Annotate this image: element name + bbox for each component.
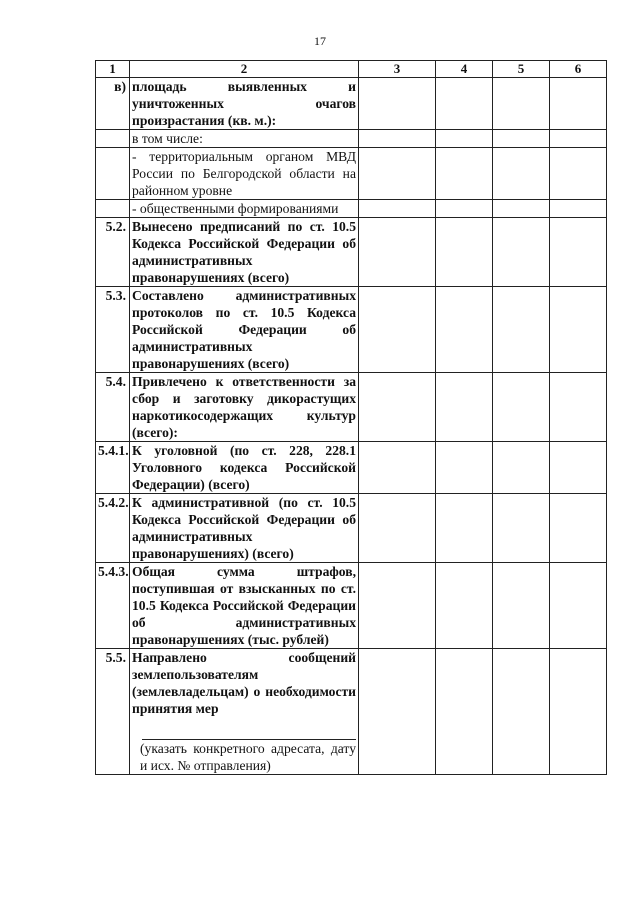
row-number: [96, 130, 130, 148]
cell-col-6: [550, 130, 607, 148]
header-col-4: 4: [436, 61, 493, 78]
table-row: [96, 78, 607, 130]
cell-col-5: [493, 494, 550, 563]
cell-col-6: [550, 148, 607, 200]
cell-col-4: [436, 563, 493, 649]
table-row: [96, 442, 607, 494]
row-number: 5.3.: [96, 287, 130, 373]
cell-col-6: [550, 78, 607, 130]
page-number: 17: [314, 34, 326, 48]
cell-col-4: [436, 200, 493, 218]
cell-col-5: [493, 200, 550, 218]
cell-col-4: [436, 78, 493, 130]
header-col-6: 6: [550, 61, 607, 78]
table-row: [96, 287, 607, 373]
cell-col-5: [493, 218, 550, 287]
row-number: 5.2.: [96, 218, 130, 287]
row-text: - общественными формированиями: [130, 200, 359, 218]
row-number: [96, 148, 130, 200]
cell-col-3: [359, 78, 436, 130]
cell-col-6: [550, 649, 607, 775]
table-row: [96, 200, 607, 218]
cell-col-4: [436, 130, 493, 148]
cell-col-6: [550, 373, 607, 442]
cell-col-4: [436, 373, 493, 442]
row-text: К административной (по ст. 10.5 Кодекса Российской Федерации об административных правонарушениях) (всего): [130, 494, 359, 563]
header-col-3: 3: [359, 61, 436, 78]
row-number: 5.4.1.: [96, 442, 130, 494]
cell-col-5: [493, 649, 550, 775]
cell-col-5: [493, 563, 550, 649]
table-row: [96, 130, 607, 148]
cell-col-5: [493, 442, 550, 494]
cell-col-4: [436, 218, 493, 287]
cell-col-3: [359, 287, 436, 373]
cell-col-6: [550, 494, 607, 563]
header-col-2: 2: [130, 61, 359, 78]
cell-col-5: [493, 148, 550, 200]
cell-col-6: [550, 200, 607, 218]
cell-col-4: [436, 649, 493, 775]
cell-col-3: [359, 200, 436, 218]
row-number: [96, 200, 130, 218]
table-row: [96, 563, 607, 649]
cell-col-4: [436, 148, 493, 200]
cell-col-3: [359, 563, 436, 649]
row-text: Направлено сообщений землепользователям (землевладельцам) о необходимости принятия мер: [132, 650, 356, 716]
cell-col-4: [436, 287, 493, 373]
table-row: [96, 649, 607, 775]
row-text: Привлечено к ответственности за сбор и заготовку дикорастущих наркотикосодержащих культур (всего):: [130, 373, 359, 442]
row-text: - территориальным органом МВД России по Белгородской области на районном уровне: [130, 148, 359, 200]
row-number: 5.4.2.: [96, 494, 130, 563]
cell-col-5: [493, 130, 550, 148]
row-note: (указать конкретного адресата, дату и исх. № отправления): [140, 741, 356, 773]
header-col-1: 1: [96, 61, 130, 78]
cell-col-6: [550, 218, 607, 287]
row-text: Общая сумма штрафов, поступившая от взысканных по ст. 10.5 Кодекса Российской Федерации об административных правонарушениях (тыс. рублей): [130, 563, 359, 649]
cell-col-3: [359, 130, 436, 148]
cell-col-5: [493, 373, 550, 442]
cell-col-6: [550, 287, 607, 373]
row-number: в): [96, 78, 130, 130]
header-col-5: 5: [493, 61, 550, 78]
header-row: [96, 61, 607, 78]
cell-col-3: [359, 218, 436, 287]
cell-col-3: [359, 442, 436, 494]
row-number: 5.4.3.: [96, 563, 130, 649]
row-text: К уголовной (по ст. 228, 228.1 Уголовного кодекса Российской Федерации) (всего): [130, 442, 359, 494]
report-table: [95, 60, 607, 775]
cell-col-6: [550, 563, 607, 649]
table-row: [96, 148, 607, 200]
cell-col-5: [493, 287, 550, 373]
row-text: Составлено административных протоколов по ст. 10.5 Кодекса Российской Федерации об административных правонарушениях (всего): [130, 287, 359, 373]
cell-col-3: [359, 148, 436, 200]
table-row: [96, 373, 607, 442]
cell-col-3: [359, 649, 436, 775]
cell-col-5: [493, 78, 550, 130]
table-row: [96, 494, 607, 563]
row-text: площадь выявленных и уничтоженных очагов произрастания (кв. м.):: [130, 78, 359, 130]
cell-col-6: [550, 442, 607, 494]
row-text: Вынесено предписаний по ст. 10.5 Кодекса Российской Федерации об административных правонарушениях (всего): [130, 218, 359, 287]
row-number: 5.5.: [96, 649, 130, 775]
cell-col-4: [436, 442, 493, 494]
cell-col-3: [359, 494, 436, 563]
row-text-block: [130, 649, 359, 775]
cell-col-4: [436, 494, 493, 563]
row-text: в том числе:: [130, 130, 359, 148]
cell-col-3: [359, 373, 436, 442]
row-number: 5.4.: [96, 373, 130, 442]
table-row: [96, 218, 607, 287]
